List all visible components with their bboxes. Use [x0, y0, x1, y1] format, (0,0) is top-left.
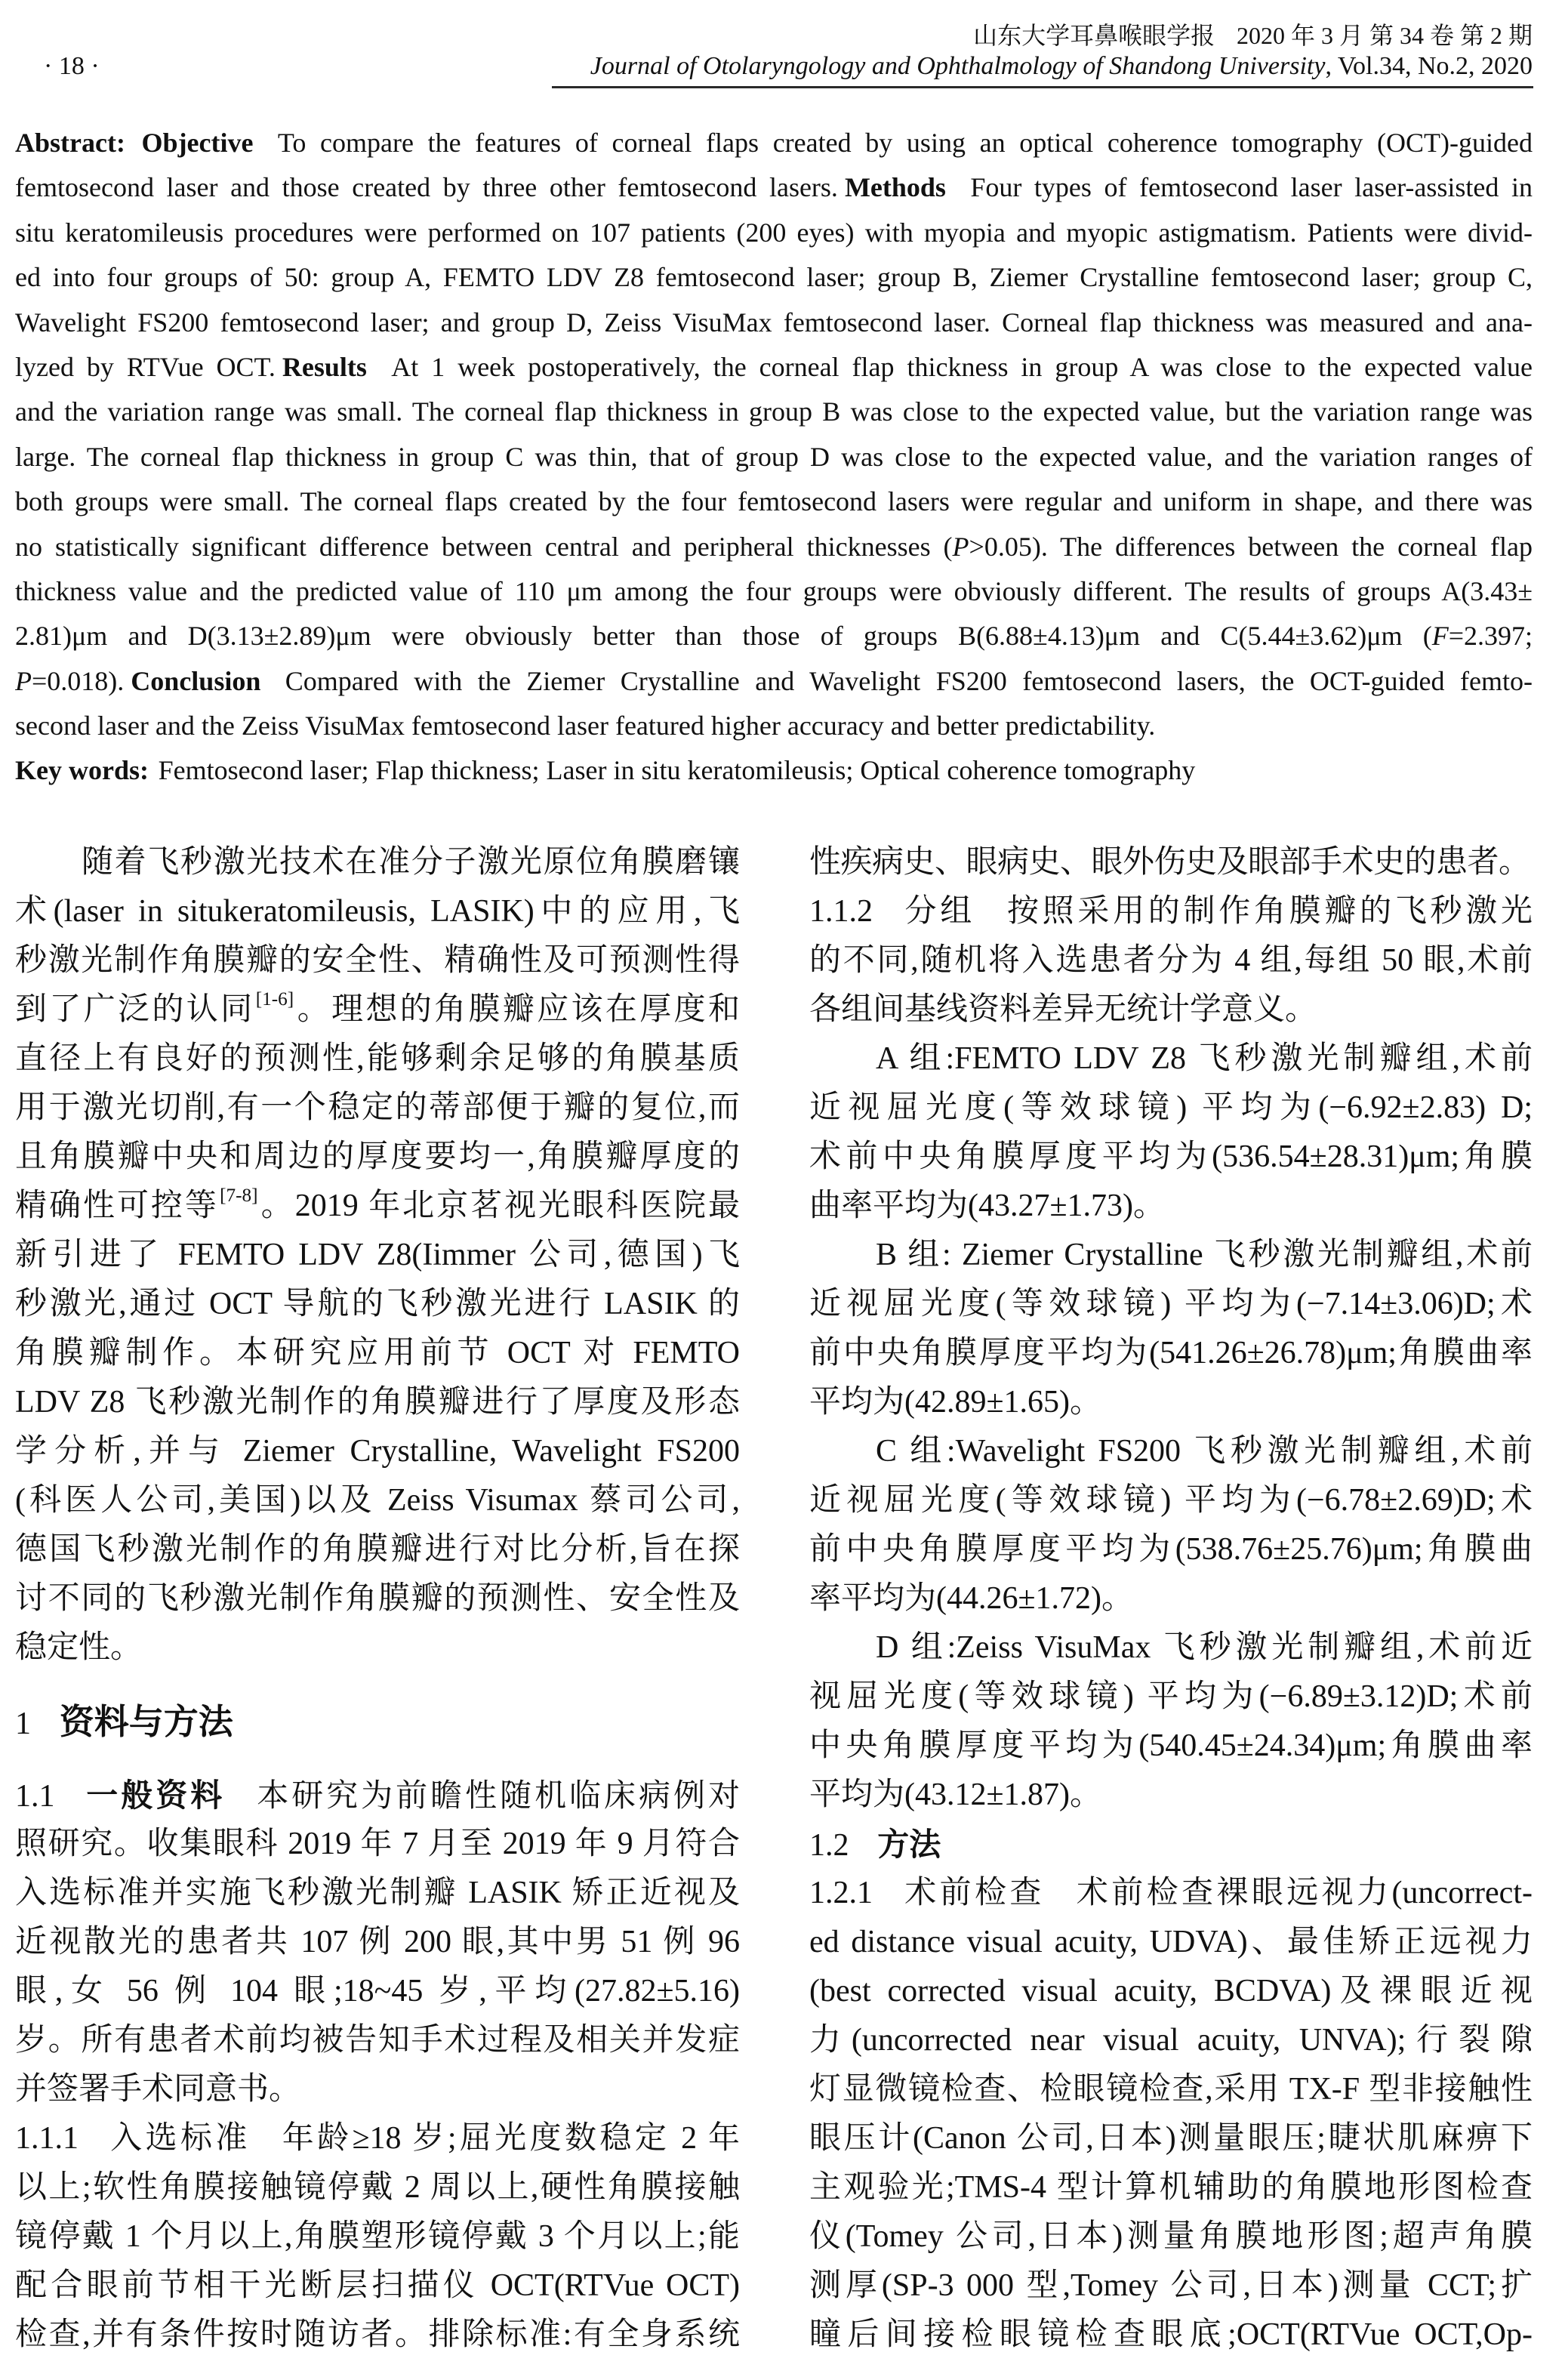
text-segment: 平均为(43.12±1.87)。: [809, 1777, 1102, 1812]
text-segment: LDV Z8 飞秒激光制作的角膜瓣进行了厚度及形态: [15, 1384, 740, 1420]
text-segment: ed distance visual acuity, UDVA)、最佳矫正远视力: [809, 1924, 1533, 1959]
text-segment: 年龄≥18 岁;屈光度数稳定 2 年: [282, 2120, 740, 2156]
text-segment: large. The corneal flap thickness in group C was thin, that of group D was close to the expected value, and the variation ranges of: [15, 441, 1533, 472]
text-segment: ed into four groups of 50: group A, FEMTO LDV Z8 femtosecond laser; group B, Ziemer Crystalline femtosecond laser; group C,: [15, 262, 1533, 293]
text-segment: 各组间基线资料差异无统计学意义。: [809, 991, 1317, 1027]
text-segment: 眼,女 56 例 104 眼;18~45 岁,平均(27.82±5.16): [15, 1973, 740, 2009]
text-segment: 近视屈光度(等效球镜) 平均为(−6.78±2.69)D;术: [809, 1482, 1533, 1518]
text-line: [809, 1329, 1533, 1378]
text-line: [15, 1378, 740, 1427]
text-line: [15, 1133, 740, 1182]
text-segment: D 组:Zeiss VisuMax 飞秒激光制瓣组,术前近: [876, 1629, 1533, 1665]
text-line: [809, 1623, 1533, 1672]
text-segment: 中央角膜厚度平均为(540.45±24.34)μm;角膜曲率: [809, 1728, 1533, 1763]
subsection-heading: [809, 1820, 1533, 1869]
text-segment: 仪(Tomey 公司,日本)测量角膜地形图;超声角膜: [809, 2218, 1533, 2254]
text-line: [15, 1231, 740, 1280]
text-segment: 术前检查裸眼远视力(uncorrect-: [1076, 1875, 1533, 1910]
text-line: [809, 1869, 1533, 1918]
text-segment: (best corrected visual acuity, BCDVA)及裸眼近视: [809, 1973, 1533, 2009]
text-segment: At 1 week postoperatively, the corneal flap thickness in group A was close to the expected value: [391, 351, 1533, 382]
keywords-line: [15, 748, 1533, 793]
text-line: [15, 1329, 740, 1378]
text-segment: Four types of femtosecond laser laser-assisted in: [970, 172, 1533, 203]
journal-name-chinese: 山东大学耳鼻喉眼学报: [973, 22, 1215, 49]
text-segment: 随着飞秒激光技术在准分子激光原位角膜磨镶: [82, 844, 740, 880]
text-segment: no statistically significant difference between central and peripheral thicknesses (: [15, 531, 953, 562]
text-line: [809, 1084, 1533, 1133]
text-segment: To compare the features of corneal flaps created by using an optical coherence tomography (OCT)-guided: [277, 128, 1533, 158]
text-line: [15, 1525, 740, 1574]
bold-label: Abstract:: [15, 128, 125, 158]
section-label: Objective: [141, 128, 254, 158]
text-segment: >0.05). The differences between the corneal flap: [969, 531, 1533, 562]
text-line: [15, 2065, 740, 2114]
abstract-block: [15, 121, 1533, 794]
text-line: [15, 838, 740, 887]
text-segment: 视屈光度(等效球镜) 平均为(−6.89±3.12)D;术前: [809, 1679, 1533, 1714]
text-segment: A 组:FEMTO LDV Z8 飞秒激光制瓣组,术前: [876, 1040, 1533, 1076]
body-column-left: [15, 838, 740, 2360]
abstract-line: [15, 659, 1533, 704]
text-line: [809, 1280, 1533, 1329]
text-segment: 秒激光,通过 OCT 导航的飞秒激光进行 LASIK 的: [15, 1286, 740, 1321]
abstract-line: [15, 345, 1533, 390]
section-number: 1.1.2: [809, 893, 873, 929]
issue-info-chinese: 2020 年 3 月 第 34 卷 第 2 期: [1236, 22, 1533, 49]
section-number: 1.2: [809, 1827, 849, 1863]
text-line: [15, 1280, 740, 1329]
text-line: [15, 2114, 740, 2163]
text-segment: 按照采用的制作角膜瓣的飞秒激光: [1006, 893, 1533, 929]
text-segment: =2.397;: [1448, 621, 1533, 652]
text-segment: 入选标准并实施飞秒激光制瓣 LASIK 矫正近视及: [15, 1875, 740, 1910]
section-label: Methods: [844, 172, 946, 203]
section-label: Conclusion: [131, 665, 261, 696]
text-line: [15, 1869, 740, 1918]
section-title: 资料与方法: [59, 1701, 233, 1741]
text-segment: 镜停戴 1 个月以上,角膜塑形镜停戴 3 个月以上;能: [15, 2218, 740, 2254]
text-segment: 学分析,并与 Ziemer Crystalline, Wavelight FS200: [15, 1433, 740, 1469]
body-column-right: [809, 838, 1533, 2360]
abstract-line: [15, 255, 1533, 300]
text-segment: Compared with the Ziemer Crystalline and Wavelight FS200 femtosecond lasers, the OCT-guided femto-: [285, 665, 1533, 696]
section-number: 1: [15, 1706, 31, 1741]
text-line: [809, 2065, 1533, 2114]
text-line: [809, 1918, 1533, 1967]
text-segment: 。理想的角膜瓣应该在厚度和: [294, 991, 740, 1027]
text-segment: 近视屈光度(等效球镜) 平均为(−6.92±2.83) D;: [809, 1090, 1533, 1125]
text-line: [809, 2261, 1533, 2311]
text-segment: 率平均为(44.26±1.72)。: [809, 1580, 1134, 1616]
text-line: [15, 1820, 740, 1869]
journal-name-english: Journal of Otolaryngology and Ophthalmology of Shandong University: [590, 52, 1326, 80]
text-segment: 瞳后间接检眼镜检查眼底;OCT(RTVue OCT,Op-: [809, 2317, 1533, 2352]
text-line: [809, 1722, 1533, 1771]
text-line: [15, 1771, 740, 1820]
text-line: [809, 985, 1533, 1034]
text-segment: both groups were small. The corneal flaps created by the four femtosecond lasers were regular and uniform in shape, and there was: [15, 486, 1533, 517]
italic-symbol: F: [1431, 621, 1449, 652]
abstract-line: [15, 525, 1533, 569]
text-line: [809, 1182, 1533, 1231]
text-segment: 秒激光制作角膜瓣的安全性、精确性及可预测性得: [15, 942, 740, 978]
section-label: Results: [282, 351, 367, 382]
text-segment: femtosecond laser and those created by three other femtosecond lasers.: [15, 172, 838, 203]
text-line: [809, 2114, 1533, 2163]
text-line: [809, 2016, 1533, 2065]
text-line: [809, 1525, 1533, 1574]
text-segment: 曲率平均为(43.27±1.73)。: [809, 1188, 1166, 1223]
text-line: [15, 936, 740, 985]
text-segment: 稳定性。: [15, 1629, 143, 1665]
text-segment: lyzed by RTVue OCT.: [15, 351, 276, 382]
text-line: [809, 1771, 1533, 1820]
text-segment: 。2019 年北京茗视光眼科医院最: [258, 1188, 740, 1223]
text-line: [15, 1182, 740, 1231]
text-segment: 且角膜瓣中央和周边的厚度要均一,角膜瓣厚度的: [15, 1139, 740, 1174]
section-title: 方法: [877, 1826, 941, 1862]
text-line: [809, 1427, 1533, 1476]
text-line: [809, 936, 1533, 985]
text-segment: 术前中央角膜厚度平均为(536.54±28.31)μm;角膜: [809, 1139, 1533, 1174]
text-segment: 德国飞秒激光制作的角膜瓣进行对比分析,旨在探: [15, 1531, 740, 1567]
text-line: [809, 1034, 1533, 1084]
section-number: 1.1: [15, 1778, 55, 1814]
text-segment: 性疾病史、眼病史、眼外伤史及眼部手术史的患者。: [809, 844, 1530, 880]
text-segment: 检查,并有条件按时随访者。排除标准:有全身系统: [15, 2317, 740, 2352]
text-segment: 角膜瓣制作。本研究应用前节 OCT 对 FEMTO: [15, 1335, 740, 1370]
abstract-line: [15, 479, 1533, 524]
text-line: [15, 2016, 740, 2065]
header-rule-divider: [552, 86, 1533, 88]
text-segment: 精确性可控等: [15, 1188, 219, 1223]
text-segment: 平均为(42.89±1.65)。: [809, 1384, 1102, 1420]
text-segment: 近视散光的患者共 107 例 200 眼,其中男 51 例 96: [15, 1924, 740, 1959]
text-line: [15, 2311, 740, 2360]
running-header-chinese: [973, 20, 1533, 51]
text-segment: C 组:Wavelight FS200 飞秒激光制瓣组,术前: [876, 1433, 1533, 1469]
issue-info-english: , Vol.34, No.2, 2020: [1325, 52, 1533, 80]
abstract-line: [15, 569, 1533, 614]
text-segment: =0.018).: [32, 665, 125, 696]
text-segment: (科医人公司,美国)以及 Zeiss Visumax 蔡司公司,: [15, 1482, 740, 1518]
text-segment: B 组: Ziemer Crystalline 飞秒激光制瓣组,术前: [876, 1237, 1533, 1272]
abstract-line: [15, 121, 1533, 165]
text-segment: 以上;软性角膜接触镜停戴 2 周以上,硬性角膜接触: [15, 2169, 740, 2205]
text-segment: 新引进了 FEMTO LDV Z8(Iimmer 公司,德国)飞: [15, 1237, 740, 1272]
section-title: 一般资料: [83, 1777, 226, 1813]
text-segment: 测厚(SP-3 000 型,Tomey 公司,日本)测量 CCT;扩: [809, 2267, 1533, 2303]
text-line: [15, 1084, 740, 1133]
text-line: [809, 1231, 1533, 1280]
text-line: [15, 1967, 740, 2016]
text-segment: 本研究为前瞻性随机临床病例对: [257, 1778, 740, 1814]
text-line: [15, 1574, 740, 1623]
text-segment: 到了广泛的认同: [15, 991, 255, 1027]
abstract-line: [15, 614, 1533, 658]
abstract-line: [15, 704, 1533, 748]
text-segment: 用于激光切削,有一个稳定的蒂部便于瓣的复位,而: [15, 1090, 740, 1125]
text-line: [15, 2212, 740, 2261]
text-line: [15, 1918, 740, 1967]
text-segment: 2.81)μm and D(3.13±2.89)μm were obviously better than those of groups B(6.88±4.13)μm and C(5.44±3.62)μm (: [15, 621, 1432, 652]
section-heading: [15, 1672, 740, 1771]
text-segment: situ keratomileusis procedures were performed on 107 patients (200 eyes) with myopia and myopic astigmatism. Patients were divid-: [15, 217, 1533, 248]
text-line: [809, 1574, 1533, 1623]
page-number: · 18 ·: [44, 52, 100, 80]
text-segment: 并签署手术同意书。: [15, 2071, 301, 2107]
text-segment: and the variation range was small. The corneal flap thickness in group B was close to the expected value, but the variation range was: [15, 396, 1533, 427]
running-header-english: [590, 51, 1533, 82]
abstract-line: [15, 435, 1533, 479]
subsection-title: 入选标准: [106, 2120, 251, 2156]
text-line: [809, 1133, 1533, 1182]
text-line: [15, 2261, 740, 2311]
text-segment: 的不同,随机将入选患者分为 4 组,每组 50 眼,术前: [809, 942, 1533, 978]
text-segment: 配合眼前节相干光断层扫描仪 OCT(RTVue OCT): [15, 2267, 740, 2303]
text-segment: 术(laser in situkeratomileusis, LASIK)中的应用,飞: [15, 893, 740, 929]
text-line: [809, 2311, 1533, 2360]
text-segment: thickness value and the predicted value of 110 μm among the four groups were obviously different. The results of groups A(3.43±: [15, 575, 1533, 606]
italic-symbol: P: [952, 531, 969, 562]
subsection-title: 术前检查: [901, 1875, 1045, 1910]
text-segment: second laser and the Zeiss VisuMax femtosecond laser featured higher accuracy and better predictability.: [15, 711, 1156, 741]
text-segment: 眼压计(Canon 公司,日本)测量眼压;睫状肌麻痹下: [809, 2120, 1533, 2156]
section-number: 1.2.1: [809, 1875, 873, 1910]
text-line: [15, 1034, 740, 1084]
text-segment: 岁。所有患者术前均被告知手术过程及相关并发症: [15, 2022, 740, 2058]
text-line: [809, 1476, 1533, 1525]
abstract-line: [15, 211, 1533, 255]
abstract-line: [15, 390, 1533, 434]
text-segment: 前中央角膜厚度平均为(538.76±25.76)μm;角膜曲: [809, 1531, 1533, 1567]
text-line: [15, 1476, 740, 1525]
text-segment: 照研究。收集眼科 2019 年 7 月至 2019 年 9 月符合: [15, 1826, 740, 1861]
text-segment: Wavelight FS200 femtosecond laser; and group D, Zeiss VisuMax femtosecond laser. Corneal flap thickness was measured and ana-: [15, 307, 1533, 338]
text-segment: 直径上有良好的预测性,能够剩余足够的角膜基质: [15, 1040, 740, 1076]
subsection-title: 分组: [901, 893, 975, 929]
text-line: [15, 1623, 740, 1672]
bold-label: Key words:: [15, 755, 149, 786]
text-segment: 近视屈光度(等效球镜) 平均为(−7.14±3.06)D;术: [809, 1286, 1533, 1321]
text-segment: 讨不同的飞秒激光制作角膜瓣的预测性、安全性及: [15, 1580, 740, 1616]
citation-superscript: [1-6]: [255, 988, 294, 1010]
text-segment: 主观验光;TMS-4 型计算机辅助的角膜地形图检查: [809, 2169, 1533, 2205]
text-line: [809, 887, 1533, 936]
text-line: [809, 2212, 1533, 2261]
text-line: [15, 887, 740, 936]
text-line: [15, 1427, 740, 1476]
text-segment: 前中央角膜厚度平均为(541.26±26.78)μm;角膜曲率: [809, 1335, 1533, 1370]
text-line: [809, 1967, 1533, 2016]
text-line: [809, 1672, 1533, 1722]
text-segment: 力(uncorrected near visual acuity, UNVA);行裂隙: [809, 2022, 1533, 2058]
citation-superscript: [7-8]: [220, 1185, 258, 1206]
text-line: [15, 985, 740, 1034]
text-segment: Femtosecond laser; Flap thickness; Laser in situ keratomileusis; Optical coherence tomography: [158, 755, 1196, 786]
abstract-line: [15, 165, 1533, 210]
text-line: [809, 2163, 1533, 2212]
section-number: 1.1.1: [15, 2120, 79, 2156]
text-line: [15, 2163, 740, 2212]
text-line: [809, 1378, 1533, 1427]
abstract-line: [15, 301, 1533, 345]
italic-symbol: P: [15, 665, 32, 696]
text-segment: 灯显微镜检查、检眼镜检查,采用 TX-F 型非接触性: [809, 2071, 1533, 2107]
text-line: [809, 838, 1533, 887]
